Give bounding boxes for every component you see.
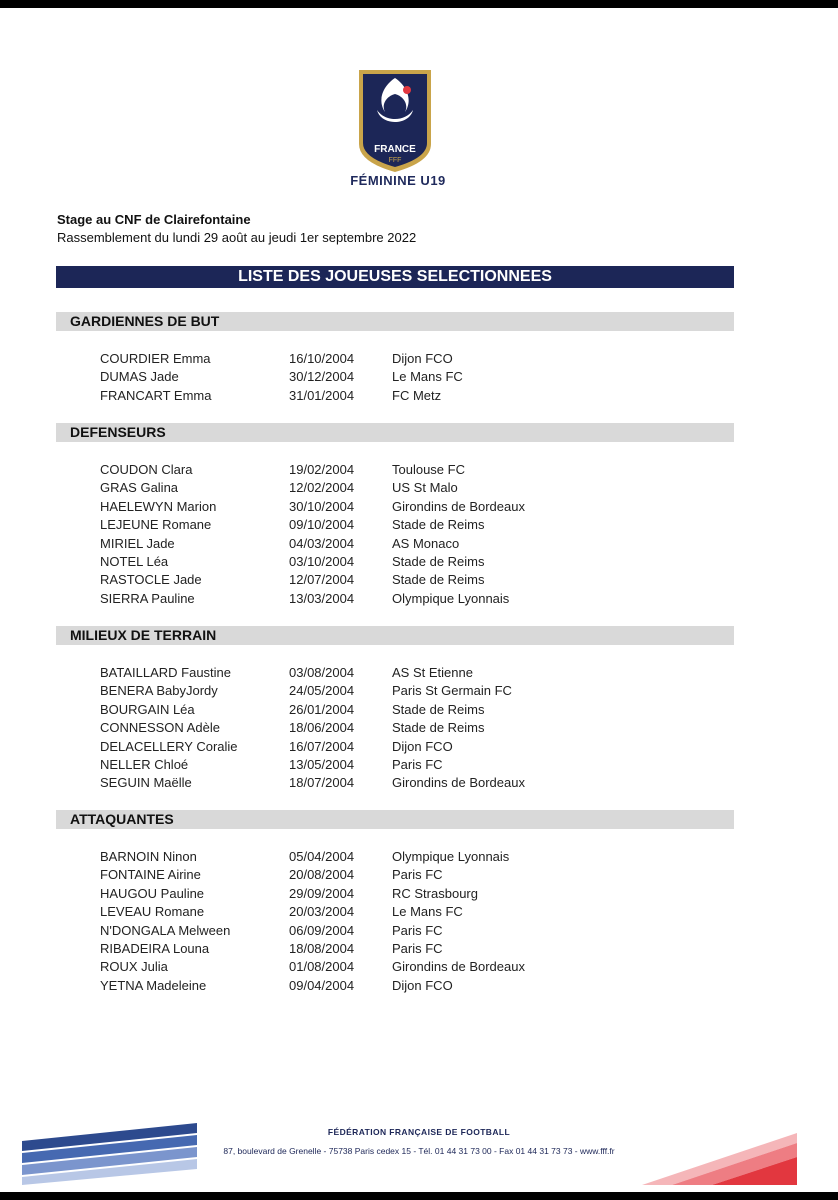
player-row xyxy=(0,774,838,792)
document-page xyxy=(0,8,838,1192)
section-header xyxy=(56,626,734,645)
player-club: Olympique Lyonnais xyxy=(392,590,510,606)
player-club: US St Malo xyxy=(392,480,458,496)
player-birthdate: 06/09/2004 xyxy=(289,922,355,938)
player-birthdate: 09/10/2004 xyxy=(289,517,355,533)
player-name: LEJEUNE Romane xyxy=(100,517,212,533)
player-club: RC Strasbourg xyxy=(392,885,478,901)
player-club: Girondins de Bordeaux xyxy=(392,498,525,514)
player-name: COURDIER Emma xyxy=(100,351,211,366)
player-birthdate: 30/12/2004 xyxy=(289,369,355,385)
player-row xyxy=(0,719,838,737)
section-title: DEFENSEURS xyxy=(70,424,166,440)
player-club: Paris FC xyxy=(392,757,443,772)
player-name: ROUX Julia xyxy=(100,959,168,975)
player-row xyxy=(0,479,838,497)
player-row xyxy=(0,903,838,921)
player-birthdate: 31/01/2004 xyxy=(289,387,355,403)
section-header xyxy=(56,423,734,442)
player-club: Olympique Lyonnais xyxy=(392,849,510,864)
player-row xyxy=(0,922,838,940)
player-row xyxy=(0,756,838,774)
player-club: Dijon FCO xyxy=(392,977,453,993)
player-name: MIRIEL Jade xyxy=(100,535,175,551)
player-club: Paris FC xyxy=(392,941,443,956)
player-birthdate: 05/04/2004 xyxy=(289,849,355,864)
player-club: Stade de Reims xyxy=(392,554,485,569)
player-birthdate: 03/08/2004 xyxy=(289,665,355,680)
player-name: SEGUIN Maëlle xyxy=(100,775,192,791)
player-name: HAELEWYN Marion xyxy=(100,498,217,514)
player-club: FC Metz xyxy=(392,387,442,403)
player-row xyxy=(0,848,838,866)
player-club: Stade de Reims xyxy=(392,517,485,533)
player-row xyxy=(0,516,838,534)
player-club: Paris FC xyxy=(392,922,443,938)
player-name: NELLER Chloé xyxy=(100,757,189,772)
player-club: AS Monaco xyxy=(392,535,460,551)
player-row xyxy=(0,535,838,553)
player-row xyxy=(0,368,838,386)
player-name: CONNESSON Adèle xyxy=(100,720,220,736)
player-name: BARNOIN Ninon xyxy=(100,849,197,864)
fff-crest-logo xyxy=(355,66,435,176)
player-birthdate: 04/03/2004 xyxy=(289,535,355,551)
player-birthdate: 18/07/2004 xyxy=(289,775,355,791)
player-name: FONTAINE Airine xyxy=(100,867,201,883)
player-club: Stade de Reims xyxy=(392,572,485,588)
player-birthdate: 16/10/2004 xyxy=(289,351,355,366)
player-name: RIBADEIRA Louna xyxy=(100,941,210,956)
player-birthdate: 20/03/2004 xyxy=(289,904,355,920)
player-name: LEVEAU Romane xyxy=(100,904,205,920)
player-name: BATAILLARD Faustine xyxy=(100,665,232,680)
player-club: Stade de Reims xyxy=(392,701,485,717)
player-name: HAUGOU Pauline xyxy=(100,885,205,901)
section-header xyxy=(56,810,734,829)
player-row xyxy=(0,664,838,682)
player-row xyxy=(0,885,838,903)
player-name: FRANCART Emma xyxy=(100,387,212,403)
player-birthdate: 30/10/2004 xyxy=(289,498,355,514)
player-birthdate: 09/04/2004 xyxy=(289,977,355,993)
player-club: Paris St Germain FC xyxy=(392,683,512,699)
section-header xyxy=(56,312,734,331)
player-row xyxy=(0,461,838,479)
player-club: Dijon FCO xyxy=(392,738,453,754)
event-dates: Rassemblement du lundi 29 août au jeudi 1er septembre 2022 xyxy=(57,230,417,245)
player-row xyxy=(0,498,838,516)
player-club: Toulouse FC xyxy=(392,462,465,477)
player-name: RASTOCLE Jade xyxy=(100,572,202,588)
player-birthdate: 29/09/2004 xyxy=(289,885,355,901)
player-row xyxy=(0,571,838,589)
player-row xyxy=(0,866,838,884)
section-title: GARDIENNES DE BUT xyxy=(70,313,220,329)
player-name: BENERA BabyJordy xyxy=(100,683,218,699)
player-club: AS St Etienne xyxy=(392,665,473,680)
footer-organization: FÉDÉRATION FRANÇAISE DE FOOTBALL xyxy=(327,1127,511,1137)
player-name: BOURGAIN Léa xyxy=(100,701,195,717)
player-birthdate: 13/05/2004 xyxy=(289,757,355,772)
player-row xyxy=(0,958,838,976)
player-row xyxy=(0,682,838,700)
player-row xyxy=(0,350,838,368)
player-row xyxy=(0,553,838,571)
player-birthdate: 01/08/2004 xyxy=(289,959,355,975)
player-row xyxy=(0,590,838,608)
team-title: FÉMININE U19 xyxy=(350,173,446,188)
player-name: DUMAS Jade xyxy=(100,369,179,385)
player-name: DELACELLERY Coralie xyxy=(100,738,238,754)
player-row xyxy=(0,977,838,995)
player-row xyxy=(0,940,838,958)
player-club: Girondins de Bordeaux xyxy=(392,959,525,975)
player-name: COUDON Clara xyxy=(100,462,193,477)
player-row xyxy=(0,701,838,719)
footer-address: 87, boulevard de Grenelle - 75738 Paris cedex 15 - Tél. 01 44 31 73 00 - Fax 01 44 31 73 73 - www.fff.fr xyxy=(223,1146,615,1156)
player-club: Stade de Reims xyxy=(392,720,485,736)
player-birthdate: 16/07/2004 xyxy=(289,738,355,754)
player-birthdate: 12/07/2004 xyxy=(289,572,355,588)
player-birthdate: 12/02/2004 xyxy=(289,480,355,496)
player-row xyxy=(0,738,838,756)
player-birthdate: 03/10/2004 xyxy=(289,554,355,569)
section-title: ATTAQUANTES xyxy=(70,811,174,827)
player-birthdate: 24/05/2004 xyxy=(289,683,355,699)
player-name: N'DONGALA Melween xyxy=(100,922,231,938)
player-club: Paris FC xyxy=(392,867,443,883)
crest-text: FRANCE xyxy=(374,144,416,155)
player-club: Le Mans FC xyxy=(392,904,463,920)
player-birthdate: 20/08/2004 xyxy=(289,867,355,883)
section-title: MILIEUX DE TERRAIN xyxy=(70,627,217,643)
player-name: SIERRA Pauline xyxy=(100,590,195,606)
player-birthdate: 13/03/2004 xyxy=(289,590,355,606)
player-club: Girondins de Bordeaux xyxy=(392,775,525,791)
player-club: Dijon FCO xyxy=(392,351,453,366)
player-name: NOTEL Léa xyxy=(100,554,169,569)
player-name: YETNA Madeleine xyxy=(100,977,207,993)
event-title: Stage au CNF de Clairefontaine xyxy=(57,212,251,227)
player-birthdate: 18/08/2004 xyxy=(289,941,355,956)
list-title-banner: LISTE DES JOUEUSES SELECTIONNEES xyxy=(56,266,734,288)
player-name: GRAS Galina xyxy=(100,480,179,496)
crest-subtext: FFF xyxy=(388,157,402,164)
player-birthdate: 19/02/2004 xyxy=(289,462,355,477)
player-club: Le Mans FC xyxy=(392,369,463,385)
player-birthdate: 26/01/2004 xyxy=(289,701,355,717)
player-birthdate: 18/06/2004 xyxy=(289,720,355,736)
player-row xyxy=(0,387,838,405)
